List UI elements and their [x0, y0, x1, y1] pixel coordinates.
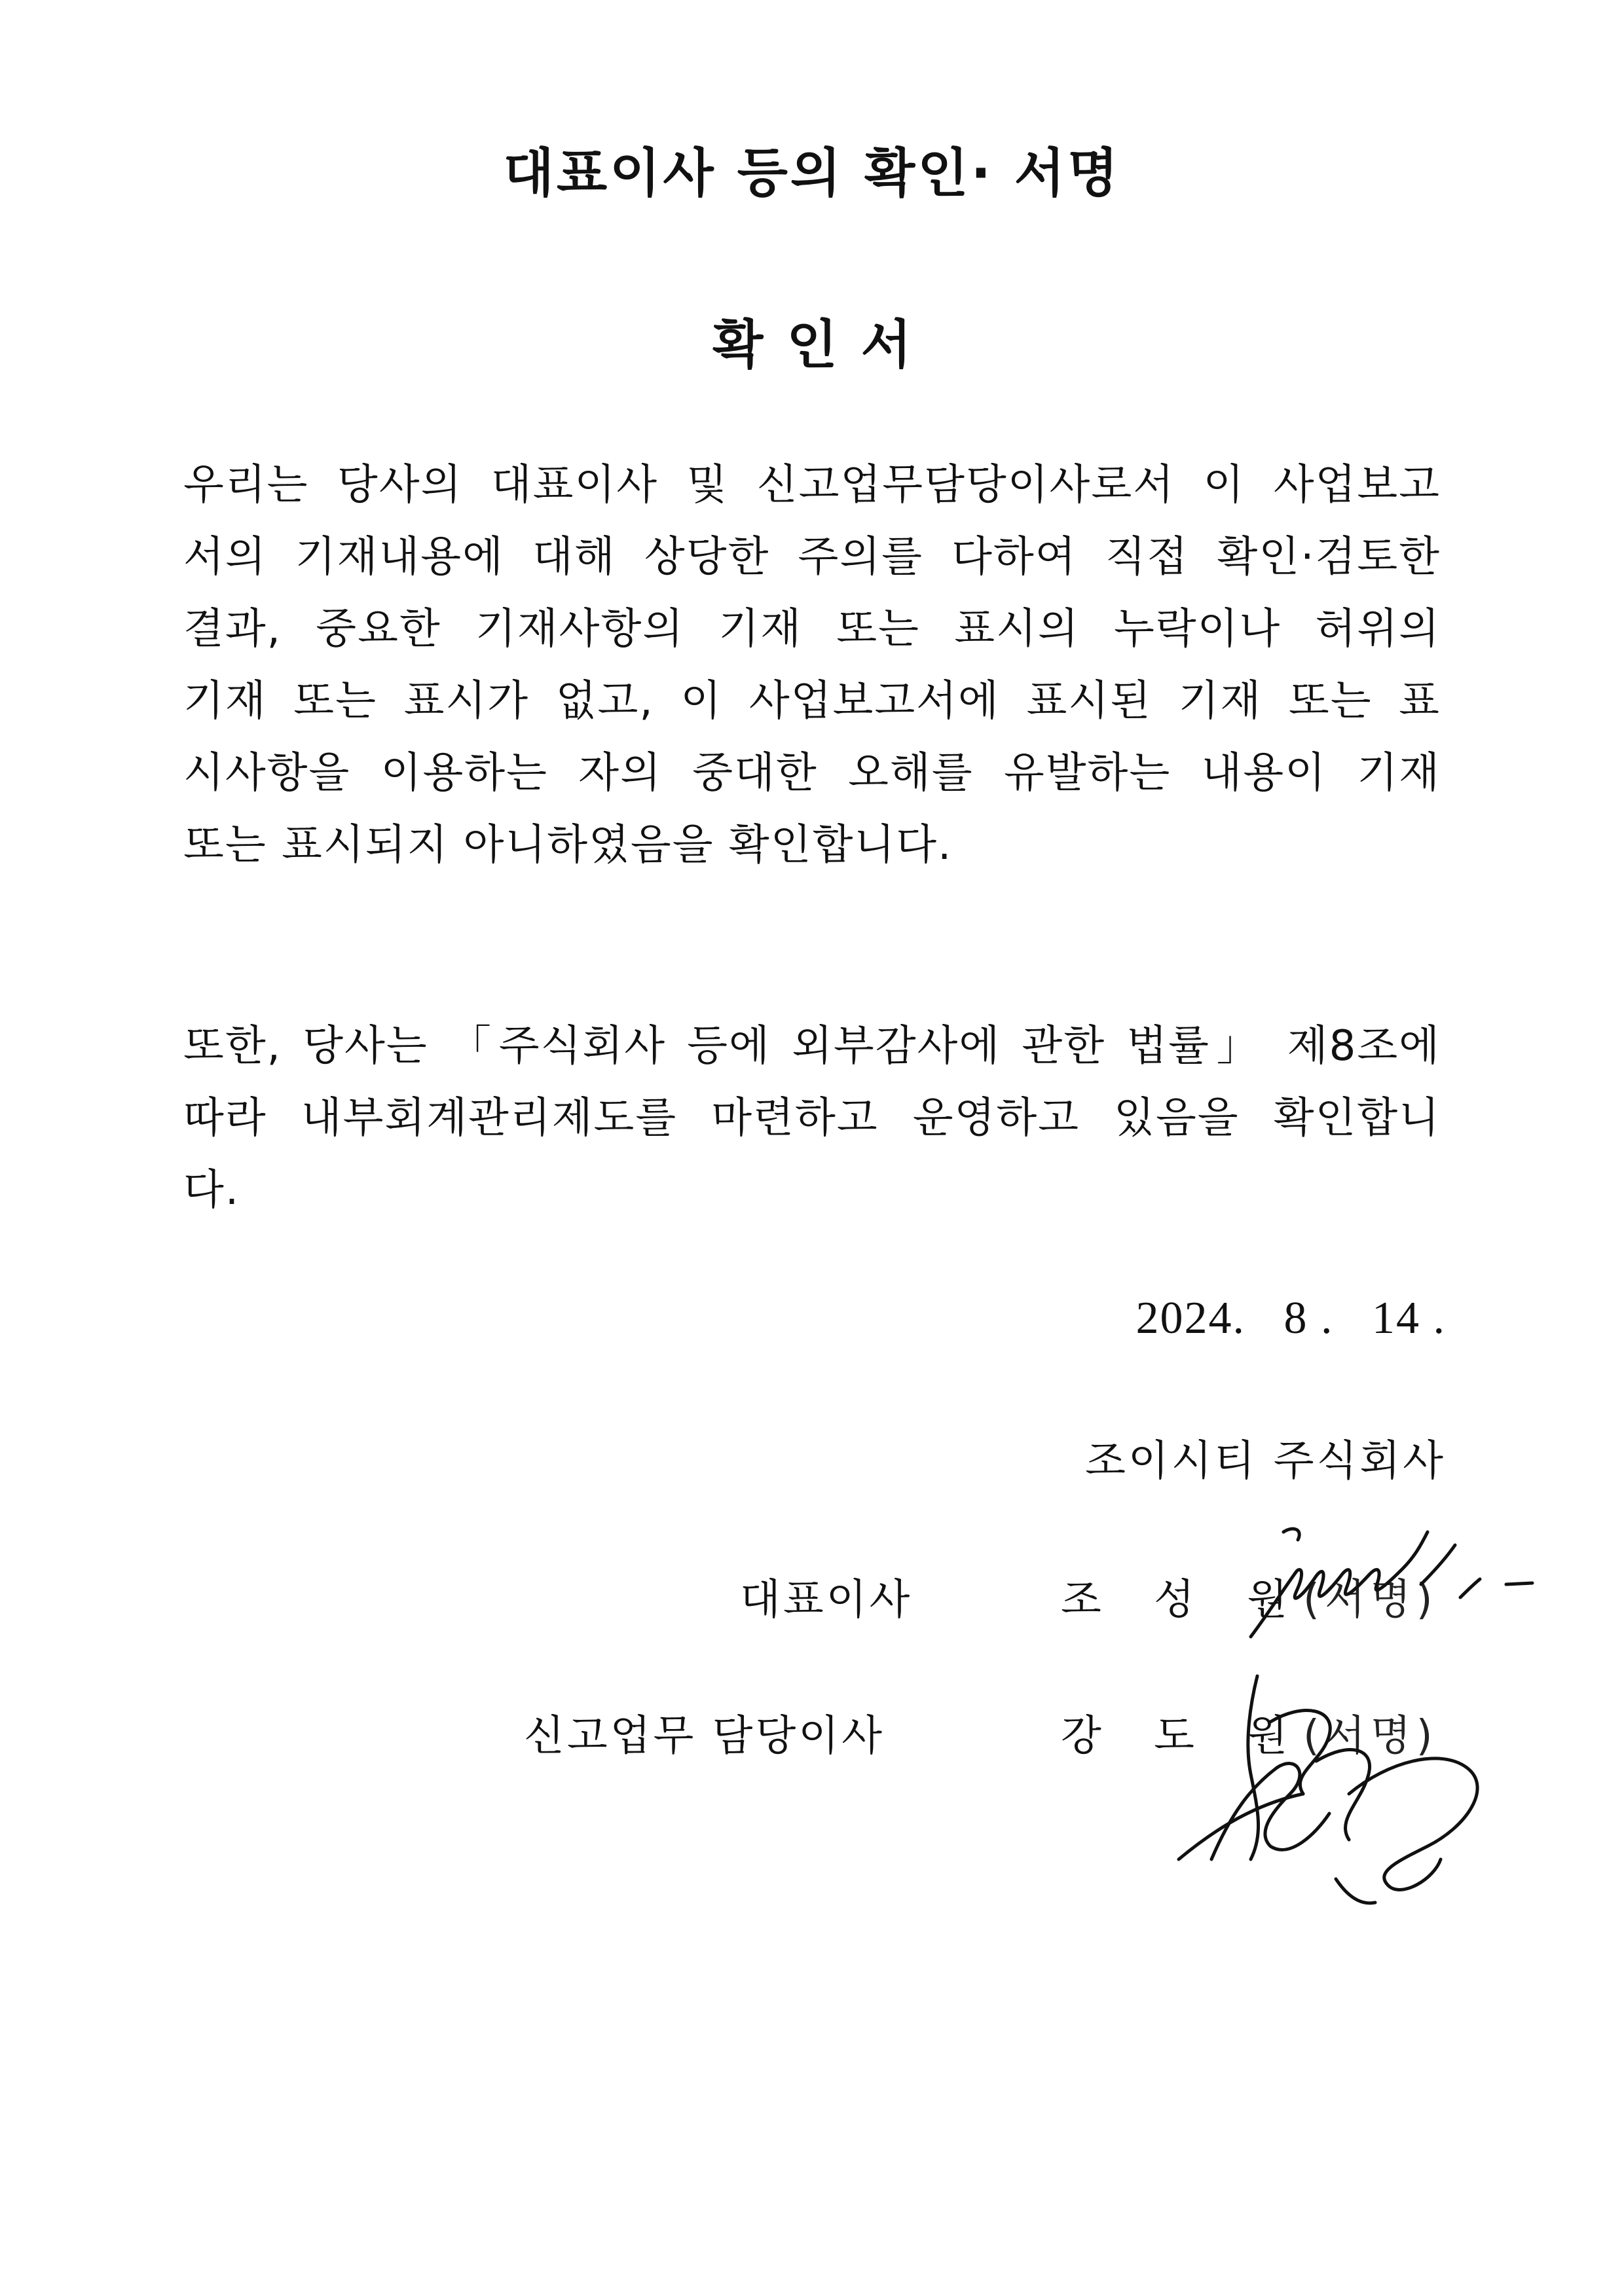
- officer-sign-label: (서명): [1303, 1712, 1438, 1760]
- confirmation-paragraph: [183, 449, 1441, 881]
- internal-control-paragraph: [183, 1010, 1441, 1226]
- paragraph-line: 따라 내부회계관리제도를 마련하고 운영하고 있음을 확인합니: [183, 1094, 1441, 1142]
- ceo-signature: [1225, 1506, 1565, 1676]
- document-title: 대표이사 등의 확인· 서명: [503, 143, 1121, 204]
- paragraph-line: 서의 기재내용에 대해 상당한 주의를 다하여 직접 확인·검토한: [183, 533, 1441, 581]
- ceo-role-label: 대표이사: [740, 1576, 913, 1624]
- ceo-sign-label: (서명): [1303, 1576, 1438, 1624]
- paragraph-line: 다.: [183, 1166, 240, 1214]
- paragraph-line: 또는 표시되지 아니하였음을 확인합니다.: [183, 821, 953, 869]
- company-name: 조이시티 주식회사: [1085, 1437, 1446, 1485]
- paragraph-line: 또한, 당사는 「주식회사 등에 외부감사에 관한 법률」 제8조에: [183, 1022, 1441, 1070]
- paragraph-line: 우리는 당사의 대표이사 및 신고업무담당이사로서 이 사업보고: [183, 461, 1441, 509]
- paragraph-line: 기재 또는 표시가 없고, 이 사업보고서에 표시된 기재 또는 표: [183, 677, 1441, 725]
- ceo-name: 조 성 원: [1061, 1576, 1308, 1624]
- document-date: 2024. 8 . 14 .: [1135, 1293, 1446, 1343]
- paragraph-line: 시사항을 이용하는 자의 중대한 오해를 유발하는 내용이 기재: [183, 749, 1441, 797]
- paragraph-line: 결과, 중요한 기재사항의 기재 또는 표시의 누락이나 허위의: [183, 605, 1441, 653]
- officer-signature: [1153, 1663, 1519, 1925]
- officer-role-label: 신고업무 담당이사: [524, 1712, 885, 1760]
- document-subtitle: 확인서: [712, 314, 935, 375]
- officer-name: 강 도 원: [1061, 1712, 1308, 1760]
